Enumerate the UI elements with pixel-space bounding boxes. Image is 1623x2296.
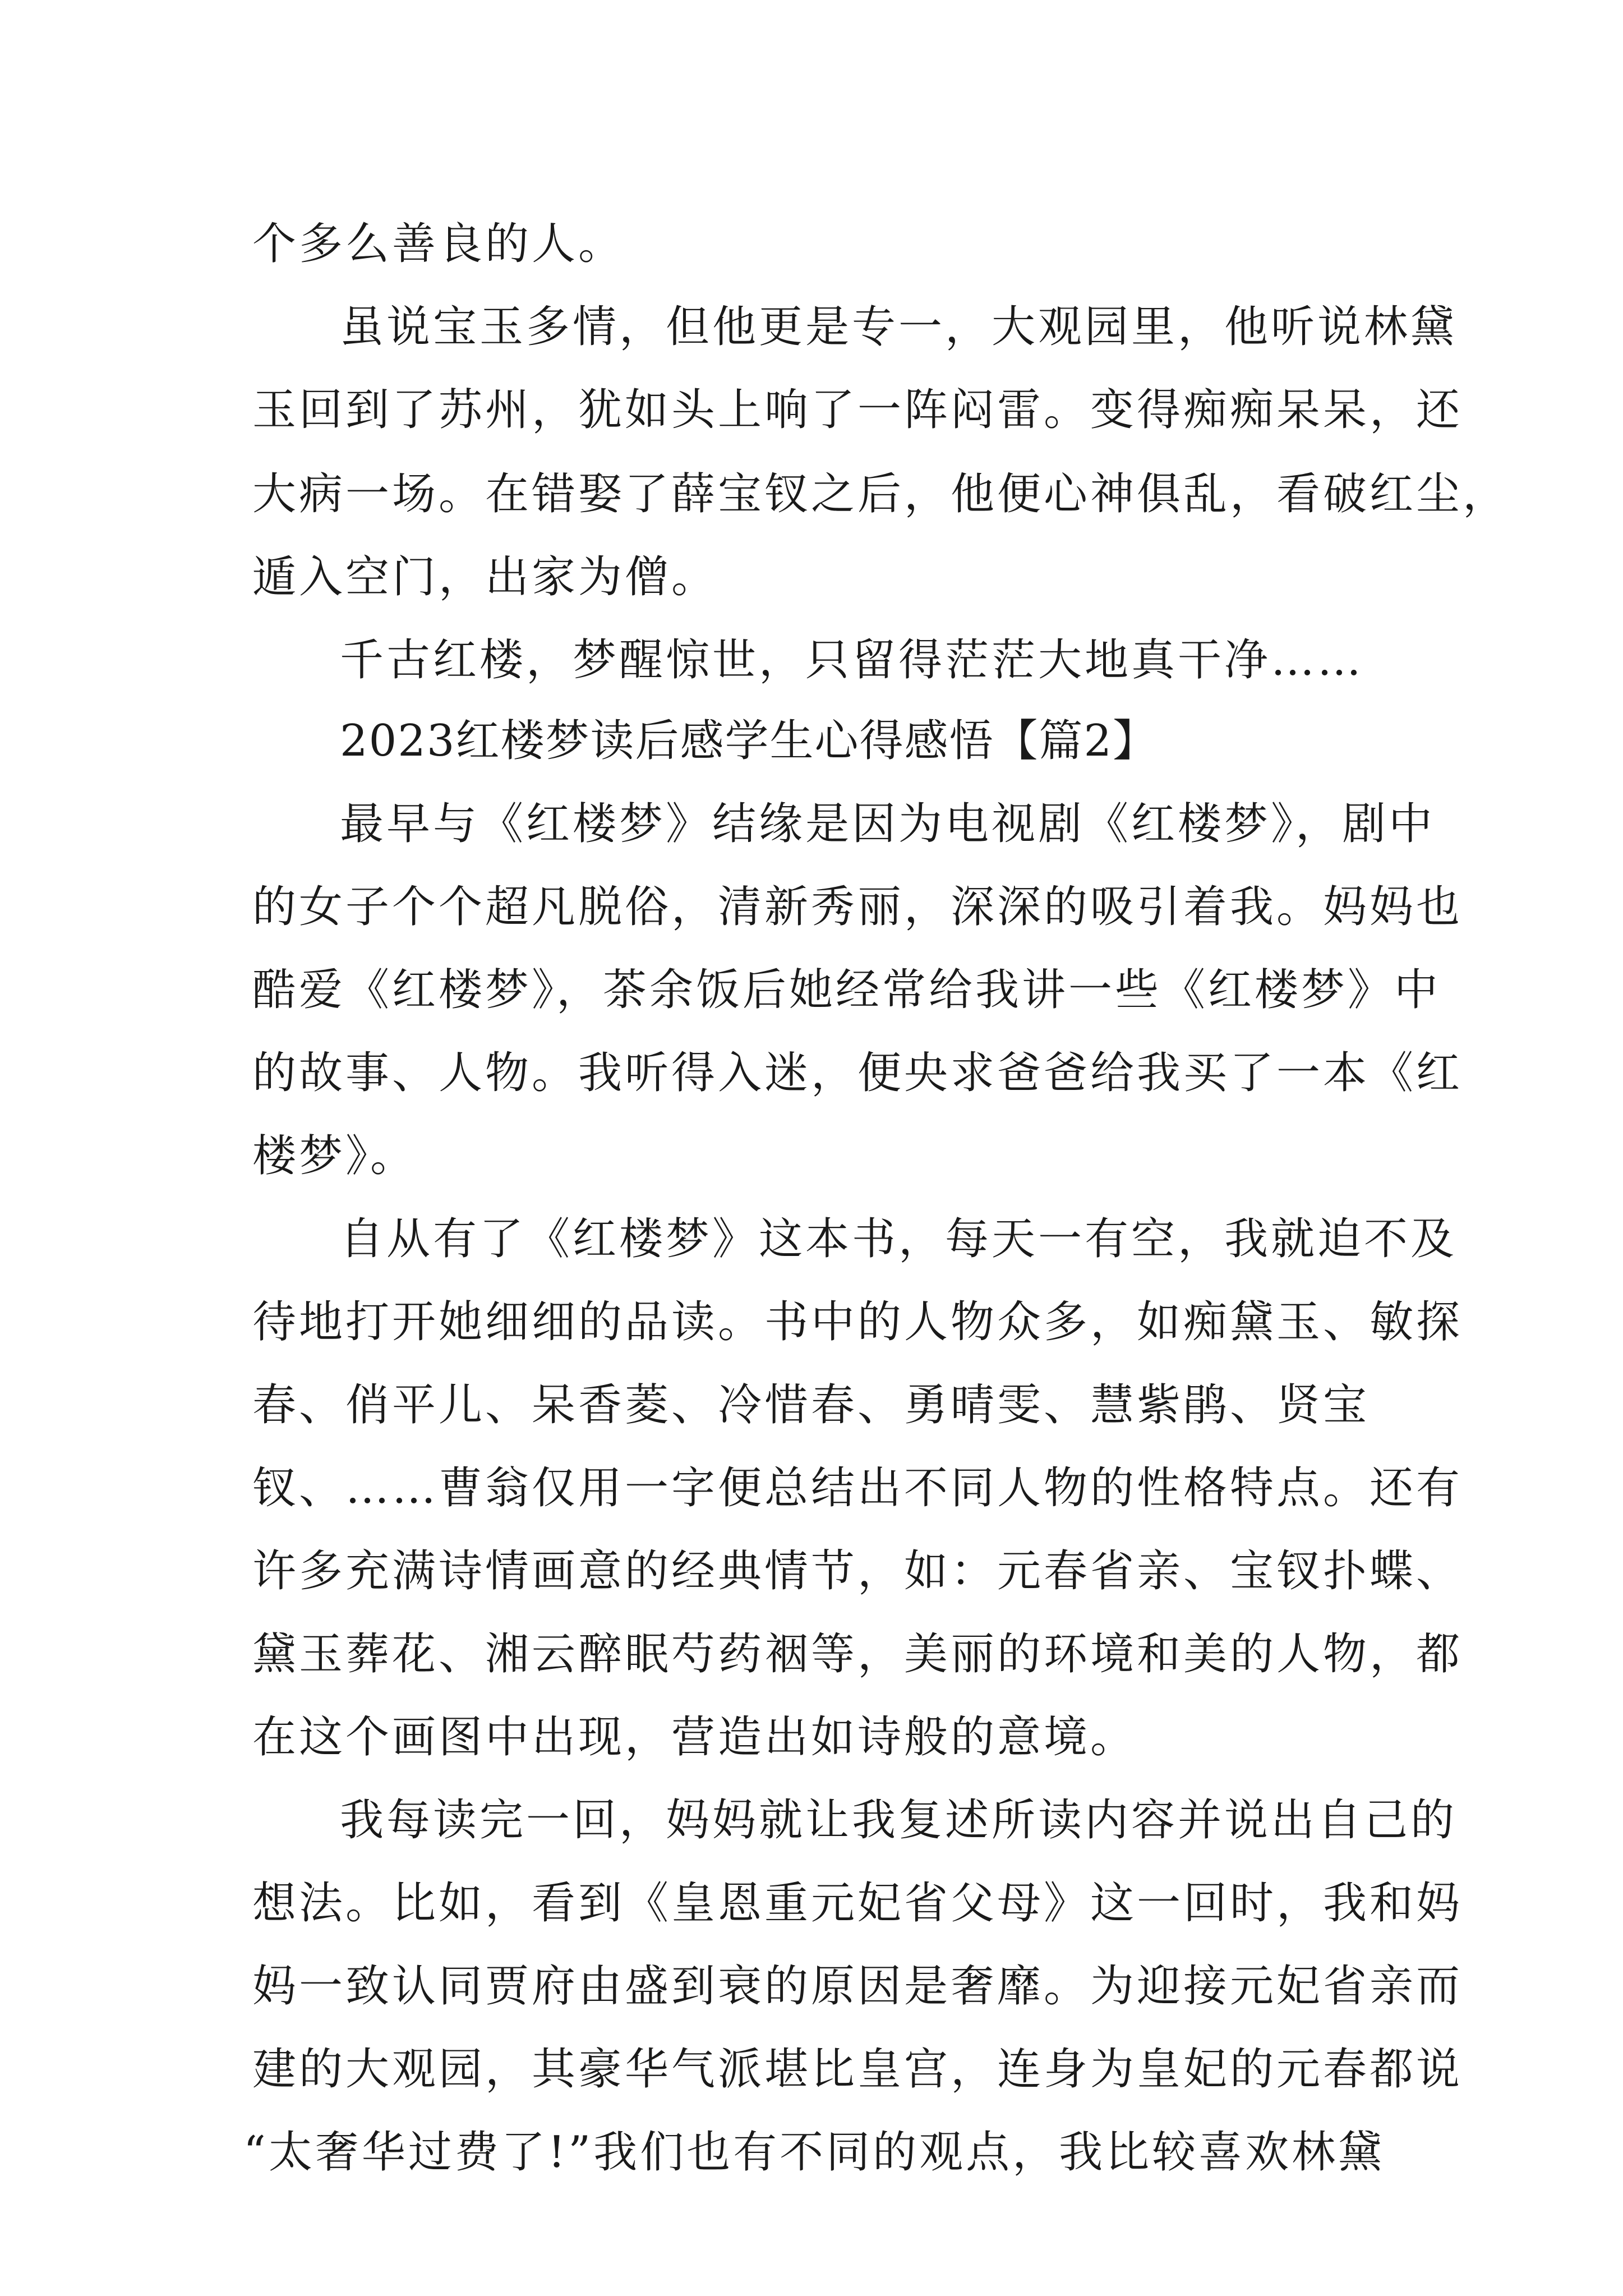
text-line: 最早与《红楼梦》结缘是因为电视剧《红楼梦》，剧中 (340, 799, 1436, 849)
section-heading: 2023红楼梦读后感学生心得感悟【篇2】 (340, 716, 1158, 766)
text-line: 千古红楼，梦醒惊世，只留得茫茫大地真干净…… (340, 635, 1364, 685)
text-line: 玉回到了苏州，犹如头上响了一阵闷雷。变得痴痴呆呆，还 (252, 385, 1463, 435)
text-line: 黛玉葬花、湘云醉眠芍药裀等，美丽的环境和美的人物，都 (252, 1629, 1463, 1680)
text-line: 许多充满诗情画意的经典情节，如：元春省亲、宝钗扑蝶、 (252, 1546, 1463, 1596)
text-line: 待地打开她细细的品读。书中的人物众多，如痴黛玉、敏探 (252, 1297, 1463, 1347)
text-line: 建的大观园，其豪华气派堪比皇宫，连身为皇妃的元春都说 (252, 2044, 1463, 2095)
text-line: 妈一致认同贾府由盛到衰的原因是奢靡。为迎接元妃省亲而 (252, 1961, 1463, 2012)
text-line: “太奢华过费了!”我们也有不同的观点，我比较喜欢林黛 (243, 2127, 1385, 2178)
text-line: 我每读完一回，妈妈就让我复述所读内容并说出自己的 (340, 1795, 1458, 1846)
text-line: 遁入空门，出家为僧。 (252, 552, 718, 602)
text-line: 春、俏平儿、呆香菱、冷惜春、勇晴雯、慧紫鹃、贤宝 (252, 1380, 1370, 1430)
text-line: 个多么善良的人。 (252, 219, 625, 269)
text-line: 在这个画图中出现，营造出如诗般的意境。 (252, 1712, 1137, 1763)
text-line: 酷爱《红楼梦》，茶余饭后她经常给我讲一些《红楼梦》中 (252, 965, 1441, 1015)
text-line: 的女子个个超凡脱俗，清新秀丽，深深的吸引着我。妈妈也 (252, 882, 1463, 932)
text-line: 想法。比如，看到《皇恩重元妃省父母》这一回时，我和妈 (252, 1878, 1463, 1929)
text-line: 自从有了《红楼梦》这本书，每天一有空，我就迫不及 (340, 1214, 1458, 1264)
text-line: 楼梦》。 (252, 1131, 417, 1181)
text-line: 钗、……曹翁仅用一字便总结出不同人物的性格特点。还有 (252, 1463, 1463, 1513)
text-line: 的故事、人物。我听得入迷，便央求爸爸给我买了一本《红 (252, 1048, 1463, 1098)
text-line: 大病一场。在错娶了薛宝钗之后，他便心神俱乱，看破红尘， (252, 469, 1510, 519)
text-line: 虽说宝玉多情，但他更是专一，大观园里，他听说林黛 (340, 302, 1458, 352)
